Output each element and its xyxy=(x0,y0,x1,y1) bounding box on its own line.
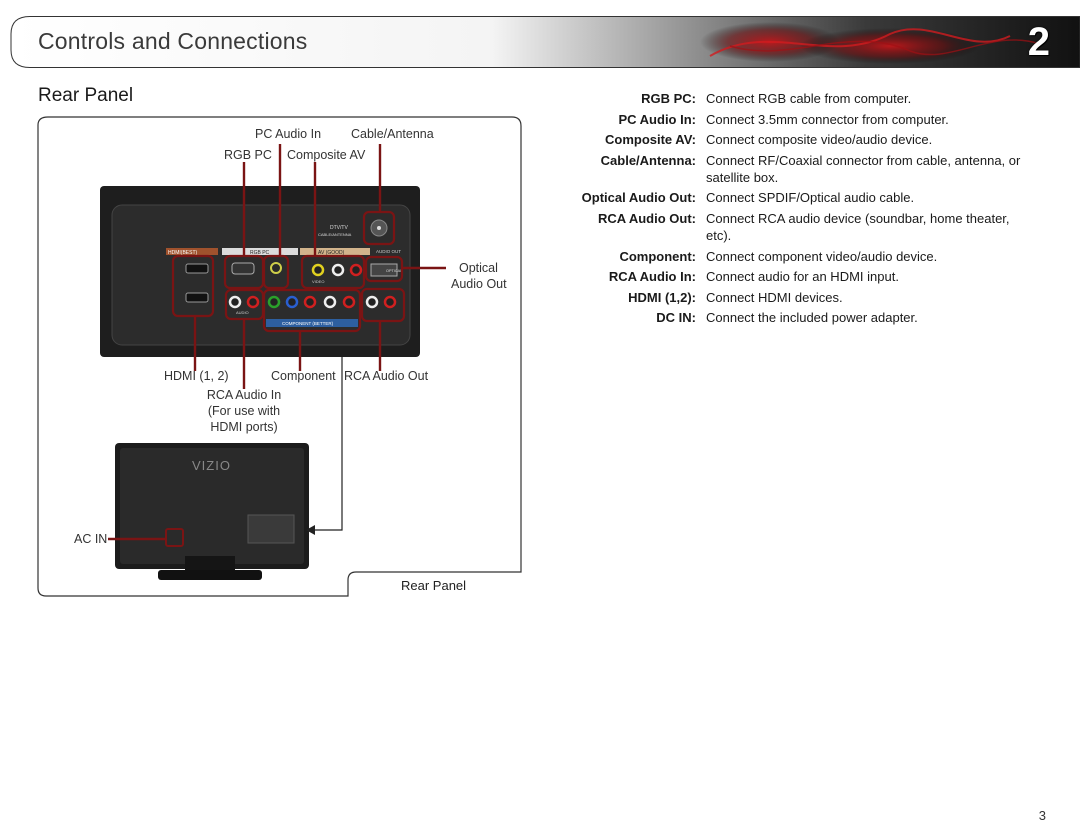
label-cable-antenna: Cable/Antenna xyxy=(351,127,434,141)
desc-def: Connect composite video/audio device. xyxy=(706,132,933,148)
header-title: Controls and Connections xyxy=(38,28,308,54)
tv-back-illustration xyxy=(115,443,309,580)
label-rca-audio-out: RCA Audio Out xyxy=(344,369,429,383)
component-audio-l-jack xyxy=(325,297,335,307)
desc-row-component xyxy=(560,248,1030,265)
label-rca-audio-in-note-2: HDMI ports) xyxy=(210,420,278,434)
tv-logo: VIZIO xyxy=(192,458,231,473)
hdmi-port-1 xyxy=(186,264,208,273)
chapter-number: 2 xyxy=(1027,20,1050,64)
desc-def: Connect component video/audio device. xyxy=(706,248,938,264)
diagram-caption: Rear Panel xyxy=(401,578,467,593)
desc-def: Connect audio for an HDMI input. xyxy=(706,269,899,285)
desc-row-cable-antenna xyxy=(560,152,1030,186)
cable-antenna-text: CABLE/ANTENNA xyxy=(318,232,352,237)
audio-out-text: AUDIO OUT xyxy=(376,249,402,254)
component-pb-jack xyxy=(287,297,297,307)
desc-term: DC IN: xyxy=(656,310,696,326)
desc-term: HDMI (1,2): xyxy=(628,289,696,305)
composite-audio-l-jack xyxy=(333,265,343,275)
hdmi-best-text: HDMI(BEST) xyxy=(168,250,198,256)
page-number: 3 xyxy=(1038,808,1046,823)
desc-def: Connect RGB cable from computer. xyxy=(706,91,912,106)
label-audio-out: Audio Out xyxy=(451,277,507,291)
desc-def: Connect HDMI devices. xyxy=(706,289,843,305)
label-rgb-pc: RGB PC xyxy=(224,148,272,162)
label-component: Component xyxy=(271,369,336,383)
desc-term: RCA Audio In: xyxy=(608,269,696,285)
desc-row-rca-audio-out xyxy=(560,210,1030,244)
desc-row-pc-audio-in xyxy=(560,111,1030,128)
desc-def: Connect RF/Coaxial connector from cable, antenna, or satellite box. xyxy=(706,152,1021,185)
desc-row-optical-audio-out xyxy=(560,189,1030,206)
label-rca-audio-in-note-1: (For use with xyxy=(207,404,281,418)
label-rca-audio-in: RCA Audio In xyxy=(206,388,282,402)
component-better-text: COMPONENT (BETTER) xyxy=(282,321,334,326)
desc-term: Optical Audio Out: xyxy=(581,190,696,206)
desc-row-composite-av xyxy=(560,131,1030,148)
tv-stand-neck xyxy=(185,556,235,572)
desc-row-rca-audio-in xyxy=(560,268,1030,285)
optical-text: OPTICAL xyxy=(386,269,403,273)
pc-audio-jack xyxy=(271,263,281,273)
hdmi-port-2 xyxy=(186,293,208,302)
rca-audio-out-r-jack xyxy=(385,297,395,307)
label-composite-av: Composite AV xyxy=(287,148,366,162)
desc-term: RCA Audio Out: xyxy=(598,210,696,226)
component-pr-jack xyxy=(305,297,315,307)
desc-term: Cable/Antenna: xyxy=(600,152,696,168)
desc-term: Composite AV: xyxy=(604,132,696,148)
rear-panel-diagram xyxy=(0,0,560,610)
desc-def: Connect the included power adapter. xyxy=(706,310,918,326)
label-ac-in: AC IN xyxy=(74,532,108,546)
component-audio-r-jack xyxy=(344,297,354,307)
desc-row-hdmi xyxy=(560,289,1030,306)
desc-term: PC Audio In: xyxy=(618,111,696,127)
rgb-pc-text: RGB PC xyxy=(250,250,270,256)
desc-def: Connect RCA audio device (soundbar, home theater, etc). xyxy=(706,210,1010,243)
desc-term: Component: xyxy=(619,248,696,264)
rca-audio-in-r-jack xyxy=(248,297,258,307)
label-pc-audio-in: PC Audio In xyxy=(255,127,322,141)
desc-row-dc-in xyxy=(560,309,1030,326)
av-good-text: AV (GOOD) xyxy=(318,250,345,256)
audio-text: AUDIO xyxy=(236,310,249,315)
desc-def: Connect 3.5mm connector from computer. xyxy=(706,111,949,127)
desc-def: Connect SPDIF/Optical audio cable. xyxy=(706,190,915,206)
rca-audio-in-l-jack xyxy=(230,297,240,307)
vga-port xyxy=(232,263,254,274)
composite-video-jack xyxy=(313,265,323,275)
label-optical: Optical xyxy=(459,261,498,275)
tv-connector-area xyxy=(248,515,294,543)
label-hdmi: HDMI (1, 2) xyxy=(164,369,229,383)
tv-stand-base xyxy=(158,570,262,580)
section-heading: Rear Panel xyxy=(38,85,134,106)
composite-audio-r-jack xyxy=(351,265,361,275)
dtv-tv-text: DTV/TV xyxy=(330,225,348,231)
video-text: VIDEO xyxy=(312,279,325,284)
rca-audio-out-l-jack xyxy=(367,297,377,307)
desc-row-rgb-pc xyxy=(560,90,1030,107)
desc-term: RGB PC: xyxy=(641,91,696,106)
component-y-jack xyxy=(269,297,279,307)
connection-descriptions xyxy=(560,90,1030,330)
